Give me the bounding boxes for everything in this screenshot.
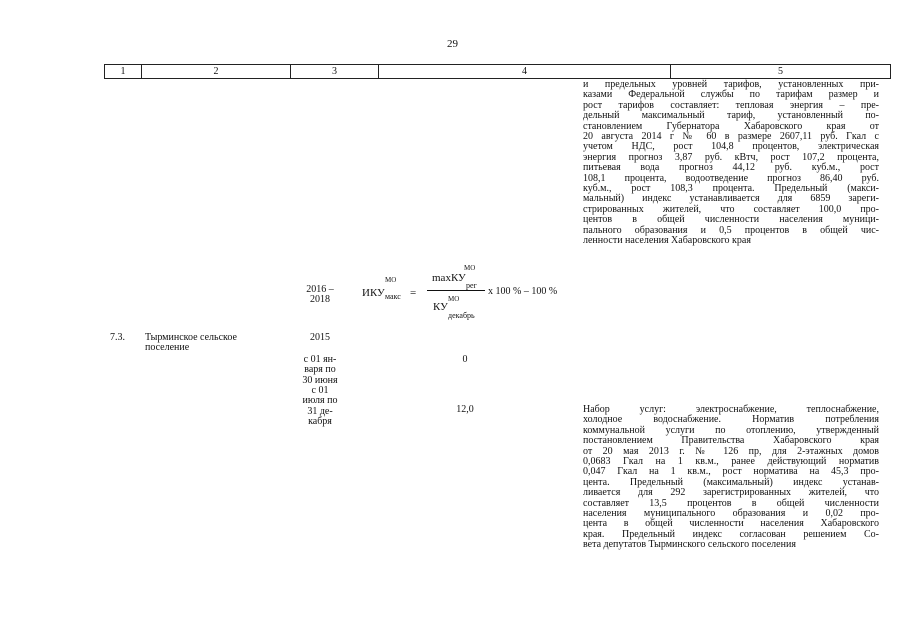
text-line: питьевая вода прогноз 44,12 руб. куб.м., рост	[583, 162, 879, 174]
text-line: цента. Предельный (максимальный) индекс устанав-	[583, 476, 879, 488]
formula-lhs-sub: макс	[385, 292, 401, 301]
header-col-3: 3	[291, 65, 379, 78]
text-line: населения муниципального образования и 0,02 про-	[583, 508, 879, 520]
text-line: с 01 ян-	[303, 354, 337, 365]
text-line: составляет 13,5 процентов в общей численности	[583, 497, 879, 509]
text-line: кабря	[308, 416, 332, 428]
text-line: стрированных жителей, что составляет 100,0 про-	[583, 203, 879, 215]
formula-rhs: x 100 % – 100 %	[488, 286, 558, 297]
text-line: коммунальной услуги по отоплению, утвержденный	[583, 424, 879, 436]
text-line: от 20 мая 2013 г. № 126 пр, для 2-этажных домов	[583, 445, 879, 457]
text-line: и предельных уровней тарифов, установленных при-	[583, 79, 879, 90]
block1-description	[583, 80, 879, 247]
settlement-name	[145, 333, 285, 354]
row-year: 2015	[310, 332, 330, 343]
text-line: 2018	[310, 294, 330, 306]
page-number: 29	[447, 38, 458, 50]
formula-numer-sub: рег	[466, 281, 477, 290]
period-first-half	[292, 355, 348, 386]
text-line: холодное водоснабжение. Норматив потребления	[583, 414, 879, 426]
header-col-2: 2	[142, 65, 291, 78]
text-line: центов в общей численности населения муници-	[583, 214, 879, 226]
text-line: становлением Губернатора Хабаровского края от	[583, 120, 879, 132]
text-line: дельный максимальный тариф, установленный по-	[583, 110, 879, 122]
text-line: вета депутатов Тырминского сельского поселения	[583, 539, 796, 551]
text-line: 0,0683 Гкал на 1 кв.м., ранее действующий норматив	[583, 456, 879, 468]
text-line: поселение	[145, 342, 190, 354]
text-line: цента в общей численности населения Хабаровского	[583, 518, 879, 530]
text-line: энергия прогноз 3,87 руб. кВтч, рост 107,2 процента,	[583, 151, 879, 163]
text-line: ленности населения Хабаровского края	[583, 235, 751, 247]
text-line: казами Федеральной службы по тарифам размер и	[583, 89, 879, 101]
text-line: рост тарифов составляет: тепловая энергия – пре-	[583, 99, 879, 111]
text-line: июля по	[302, 395, 338, 407]
table-header	[104, 64, 891, 79]
formula-period	[292, 285, 348, 306]
formula-denom-sup: МО	[448, 295, 460, 303]
text-line: ливается для 292 зарегистрированных жителей, что	[583, 487, 879, 499]
formula-denom: КУ	[433, 301, 448, 313]
value-second-half: 12,0	[456, 404, 474, 415]
row-number: 7.3.	[110, 332, 125, 343]
formula-lhs: ИКУ	[362, 287, 385, 299]
formula-lhs-sup: МО	[385, 276, 397, 284]
text-line: 108,1 процента, водоотведение прогноз 86,40 руб.	[583, 172, 879, 184]
text-line: 2016 –	[306, 284, 334, 295]
text-line: 20 августа 2014 г № 60 в размере 2607,11 руб. Гкал с	[583, 131, 879, 143]
text-line: Тырминское сельское	[145, 332, 237, 343]
period-second-half	[292, 386, 348, 428]
text-line: куб.м., рост 108,3 процента. Предельный (макси-	[583, 183, 879, 195]
value-first-half: 0	[462, 354, 468, 365]
text-line: 0,047 Гкал на 1 кв.м., рост норматива на 45,3 про-	[583, 466, 879, 478]
text-line: Набор услуг: электроснабжение, теплоснабжение,	[583, 404, 879, 415]
text-line: 31 де-	[307, 405, 333, 417]
text-line: с 01	[311, 385, 329, 396]
text-line: постановлением Правительства Хабаровского края	[583, 435, 879, 447]
formula-numer-sup: МО	[464, 264, 476, 272]
row-description	[583, 405, 879, 551]
formula-numer: maxКУ	[432, 272, 466, 284]
fraction-line	[427, 290, 485, 291]
text-line: края. Предельный индекс согласован решением Со-	[583, 528, 879, 540]
text-line: варя по	[304, 364, 336, 376]
formula-denom-sub: декабрь	[448, 311, 475, 320]
text-line: мальный) индекс устанавливается для 6859 зареги-	[583, 193, 879, 205]
header-col-4: 4	[379, 65, 671, 78]
text-line: пального образования и 0,5 процентов в общей чис-	[583, 224, 879, 236]
text-line: учетом НДС, рост 104,8 процентов, электрическая	[583, 141, 879, 153]
header-col-5: 5	[778, 66, 783, 77]
equals-sign: =	[410, 287, 417, 299]
text-line: 30 июня	[302, 374, 338, 386]
header-col-1: 1	[105, 65, 142, 78]
